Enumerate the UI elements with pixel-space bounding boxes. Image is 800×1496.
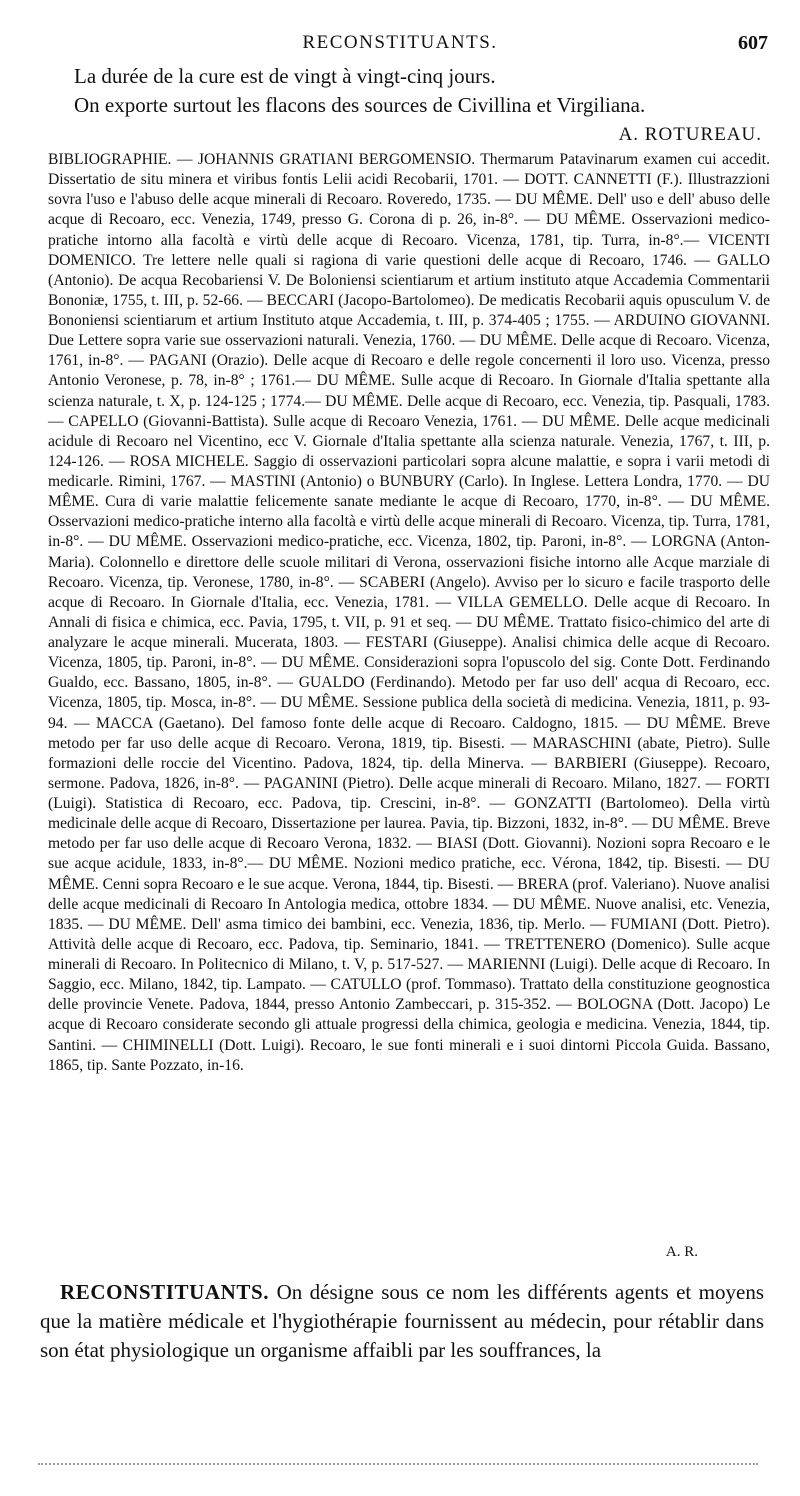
bibliography-signature: A. R. xyxy=(665,1244,698,1260)
entry-paragraph xyxy=(40,1278,764,1365)
article-entry xyxy=(40,1278,764,1365)
intro-line: La durée de la cure est de vingt à vingt-cinq jours. xyxy=(74,64,496,88)
page-header xyxy=(0,32,800,60)
entry-text: On désigne sous ce nom les différents agents et moyens que la matière médicale et l'hygiothérapie fournissent au médecin, pour rétablir dans son état physiologique un organisme affaibli par les souffrances, la xyxy=(40,1280,764,1362)
bibliography-text: BIBLIOGRAPHIE. — JOHANNIS GRATIANI BERGOMENSIO. Thermarum Patavinarum examen cui accedit. Dissertatio de situ minera et viribus fontis Lelii acidi Recobarii, 1701. — DOTT. CANNETTI (F.). Illustrazzioni sovra l'uso e l'abuso delle acque minerali di Recoaro. Roveredo, 1735. — DU MÊME. Dell' uso e dell' abuso delle acque di Recoaro, ecc. Venezia, 1749, presso G. Corona di p. 26, in-8°. — DU MÊME. Osservazioni medico-pratiche intorno alla facoltà e virtù delle acque di Recoaro. Vicenza, 1781, tip. Turra, in-8°.— VICENTI DOMENICO. Tre lettere nelle quali si ragiona di varie questioni delle acque di Recoaro, 1746. — GALLO (Antonio). De acqua Recobariensi V. De Boloniensi scientiarum et artium instituto atque Accademia Commentarii Bononiæ, 1755, t. III, p. 52-66. — BECCARI (Jacopo-Bartolomeo). De medicatis Recobarii aquis opusculum V. de Bononiensi scientiarum et artium Instituto atque Accademia, t. III, p. 374-405 ; 1755. — ARDUINO GIOVANNI. Due Lettere sopra varie sue osservazioni naturali. Venezia, 1760. — DU MÊME. Delle acque di Recoaro. Vicenza, 1761, in-8°. — PAGANI (Orazio). Delle acque di Recoaro e delle regole concernenti il loro uso. Vicenza, presso Antonio Veronese, p. 78, in-8° ; 1761.— DU MÊME. Sulle acque di Recoaro. In Giornale d'Italia spettante alla scienza naturale, t. X, p. 124-125 ; 1774.— DU MÊME. Delle acque di Recoaro, ecc. Venezia, tip. Pasquali, 1783. — CAPELLO (Giovanni-Battista). Sulle acque di Recoaro Venezia, 1761. — DU MÊME. Delle acque medicinali acidule di Recoaro nel Vicentino, ecc V. Giornale d'Italia spettante alla scienza naturale. Venezia, 1767, t. III, p. 124-126. — ROSA MICHELE. Saggio di osservazioni particolari sopra alcune malattie, e sopra i varii metodi di medicarle. Rimini, 1767. — MASTINI (Antonio) o BUNBURY (Carlo). In Inglese. Lettera Londra, 1770. — DU MÊME. Cura di varie malattie felicemente sanate mediante le acque di Recoaro, 1770, in-8°. — DU MÊME. Osservazioni medico-pratiche interno alla facoltà e virtù delle acque minerali di Recoaro. Vicenza, tip. Turra, 1781, in-8°. — DU MÊME. Osservazioni medico-pratiche, ecc. Vicenza, 1802, tip. Paroni, in-8°. — LORGNA (Anton-Maria). Colonnello e direttore delle scuole militari di Verona, osservazioni fisiche intorno alle Acque marziale di Recoaro. Vicenza, tip. Veronese, 1780, in-8°. — SCABERI (Angelo). Avviso per lo sicuro e facile trasporto delle acque di Recoaro. In Giornale d'Italia, ecc. Venezia, 1781. — VILLA GEMELLO. Delle acque di Recoaro. In Annali di fisica e chimica, ecc. Pavia, 1795, t. VII, p. 91 et seq. — DU MÊME. Trattato fisico-chimico del arte di analyzare le acque minerali. Mucerata, 1803. — FESTARI (Giuseppe). Analisi chimica delle acque di Recoaro. Vicenza, 1805, tip. Paroni, in-8°. — DU MÊME. Considerazioni sopra l'opuscolo del sig. Conte Dott. Ferdinando Gualdo, ecc. Bassano, 1805, in-8°. — GUALDO (Ferdinando). Metodo per far uso dell' acqua di Recoaro, ecc. Vicenza, 1805, tip. Mosca, in-8°. — DU MÊME. Sessione publica della società di medicina. Venezia, 1811, p. 93-94. — MACCA (Gaetano). Del famoso fonte delle acque di Recoaro. Caldogno, 1815. — DU MÊME. Breve metodo per far uso delle acque di Recoaro. Verona, 1819, tip. Bisesti. — MARASCHINI (abate, Pietro). Sulle formazioni delle roccie del Vicentino. Padova, 1824, tip. della Minerva. — BARBIERI (Giuseppe). Recoaro, sermone. Padova, 1826, in-8°. — PAGANINI (Pietro). Delle acque minerali di Recoaro. Milano, 1827. — FORTI (Luigi). Statistica di Recoaro, ecc. Padova, tip. Crescini, in-8°. — GONZATTI (Bartolomeo). Della virtù medicinale delle acque di Recoaro, Dissertazione per laurea. Pavia, tip. Bizzoni, 1832, in-8°. — DU MÊME. Breve metodo per far uso delle acque di Recoaro Verona, 1832. — BIASI (Dott. Giovanni). Nozioni sopra Recoaro e le sue acque acidule, 1833, in-8°.— DU MÊME. Nozioni medico pratiche, ecc. Vérona, 1842, tip. Bisesti. — DU MÊME. Cenni sopra Recoaro e le sue acque. Verona, 1844, tip. Bisesti. — BRERA (prof. Valeriano). Nuove analisi delle acque medicinali di Recoaro In Antologia medica, ottobre 1834. — DU MÊME. Nuove analisi, etc. Venezia, 1835. — DU MÊME. Dell' asma timico dei bambini, ecc. Venezia, 1836, tip. Merlo. — FUMIANI (Dott. Pietro). Attività delle acque di Recoaro, ecc. Padova, tip. Seminario, 1841. — TRETTENERO (Domenico). Sulle acque minerali di Recoaro. In Politecnico di Milano, t. V, p. 517-527. — MARIENNI (Luigi). Delle acque di Recoaro. In Saggio, ecc. Milano, 1842, tip. Lampato. — CATULLO (prof. Tommaso). Trattato della constituzione geognostica delle provincie Venete. Padova, 1844, presso Antonio Zambeccari, p. 315-352. — BOLOGNA (Dott. Jacopo) Le acque di Recoaro considerate secondo gli attuale progressi della chimica, geologia e medicina. Venezia, 1844, tip. Santini. — CHIMINELLI (Dott. Luigi). Recoaro, le sue fonti minerali e i suoi dintorni Piccola Guida. Bassano, 1865, tip. Sante Pozzato, in-16. xyxy=(48,151,770,1074)
entry-headword: RECONSTITUANTS. xyxy=(60,1280,270,1304)
bibliography xyxy=(48,150,770,1076)
page-number: 607 xyxy=(738,32,768,54)
running-head: RECONSTITUANTS. xyxy=(302,32,498,53)
intro-line: On exporte surtout les flacons des sources de Civillina et Virgiliana. xyxy=(74,93,646,117)
author-signature: A. ROTUREAU. xyxy=(618,124,762,145)
intro-text xyxy=(74,62,774,120)
footer-rule xyxy=(38,1463,758,1465)
